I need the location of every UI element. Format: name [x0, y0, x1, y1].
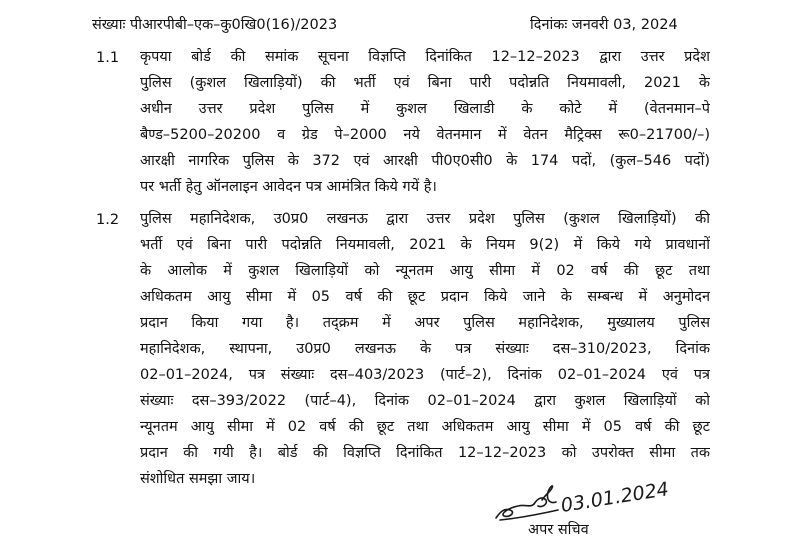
paragraph-line: अधीन उत्तर प्रदेश पुलिस में कुशल खिलाडी के कोटे में (वेतनमान–पे [140, 101, 710, 117]
paragraph-line: पुलिस महानिदेशक, उ0प्र0 लखनऊ द्वारा उत्तर प्रदेश पुलिस (कुशल खिलाड़ियों) की [140, 211, 710, 227]
paragraph-line: पर भर्ती हेतु ऑनलाइन आवेदन पत्र आमंत्रित किये गयें है। [140, 179, 437, 195]
paragraph-line: कृपया बोर्ड की समांक सूचना विज्ञप्ति दिनांकित 12–12–2023 द्वारा उत्तर प्रदेश [140, 49, 710, 65]
paragraph-number: 1.1 [96, 50, 120, 66]
paragraph-number: 1.2 [96, 212, 120, 228]
paragraph-line: महानिदेशक, स्थापना, उ0प्र0 लखनऊ के पत्र संख्याः दस–310/2023, दिनांक [140, 341, 710, 357]
paragraph-line: संख्याः दस–393/2022 (पार्ट–4), दिनांक 02–01–2024 द्वारा कुशल खिलाड़ियों को [140, 393, 710, 409]
paragraph-line: 02–01–2024, पत्र संख्याः दस–403/2023 (पार्ट–2), दिनांक 02–01–2024 एवं पत्र [140, 367, 710, 383]
paragraph-line: संशोधित समझा जाय। [140, 471, 256, 487]
reference-number: संख्याः पीआरपीबी–एक–कु0खि0(16)/2023 [92, 17, 338, 33]
paragraph-line: अधिकतम आयु सीमा में 05 वर्ष की छूट प्रदान किये जाने के सम्बन्ध में अनुमोदन [140, 289, 710, 305]
handwritten-date: 03.01.2024 [559, 478, 671, 517]
paragraph-line: पुलिस (कुशल खिलाड़ियों) की भर्ती एवं बिना पारी पदोन्नति नियमावली, 2021 के [140, 75, 710, 91]
paragraph-line: आरक्षी नागरिक पुलिस के 372 एवं आरक्षी पी0ए0सी0 के 174 पदों, (कुल–546 पदों) [140, 153, 710, 169]
paragraph-1-2 [140, 206, 710, 492]
paragraph-line: न्यूनतम आयु सीमा में 02 वर्ष की छूट तथा अधिकतम आयु सीमा में 05 वर्ष की छूट [140, 419, 710, 435]
notice-date: दिनांकः जनवरी 03, 2024 [530, 17, 678, 33]
paragraph-line: प्रदान किया गया है। तद्क्रम में अपर पुलिस महानिदेशक, मुख्यालय पुलिस [140, 315, 710, 331]
paragraph-line: के आलोक में कुशल खिलाड़ियों को न्यूनतम आयु सीमा में 02 वर्ष की छूट तथा [140, 263, 710, 279]
signatory-designation: अपर सचिव [528, 522, 589, 538]
paragraph-line: प्रदान की गयी है। बोर्ड की विज्ञप्ति दिनांकित 12–12–2023 को उपरोक्त सीमा तक [140, 445, 710, 461]
paragraph-line: बैण्ड–5200–20200 व ग्रेड पे–2000 नये वेतनमान में वेतन मैट्रिक्स रू0–21700/–) [140, 127, 710, 143]
paragraph-line: भर्ती एवं बिना पारी पदोन्नति नियमावली, 2021 के नियम 9(2) में किये गये प्रावधानों [140, 237, 710, 253]
handwritten-signature [490, 478, 710, 542]
signature-scribble-icon [490, 478, 710, 522]
paragraph-1-1 [140, 44, 710, 200]
